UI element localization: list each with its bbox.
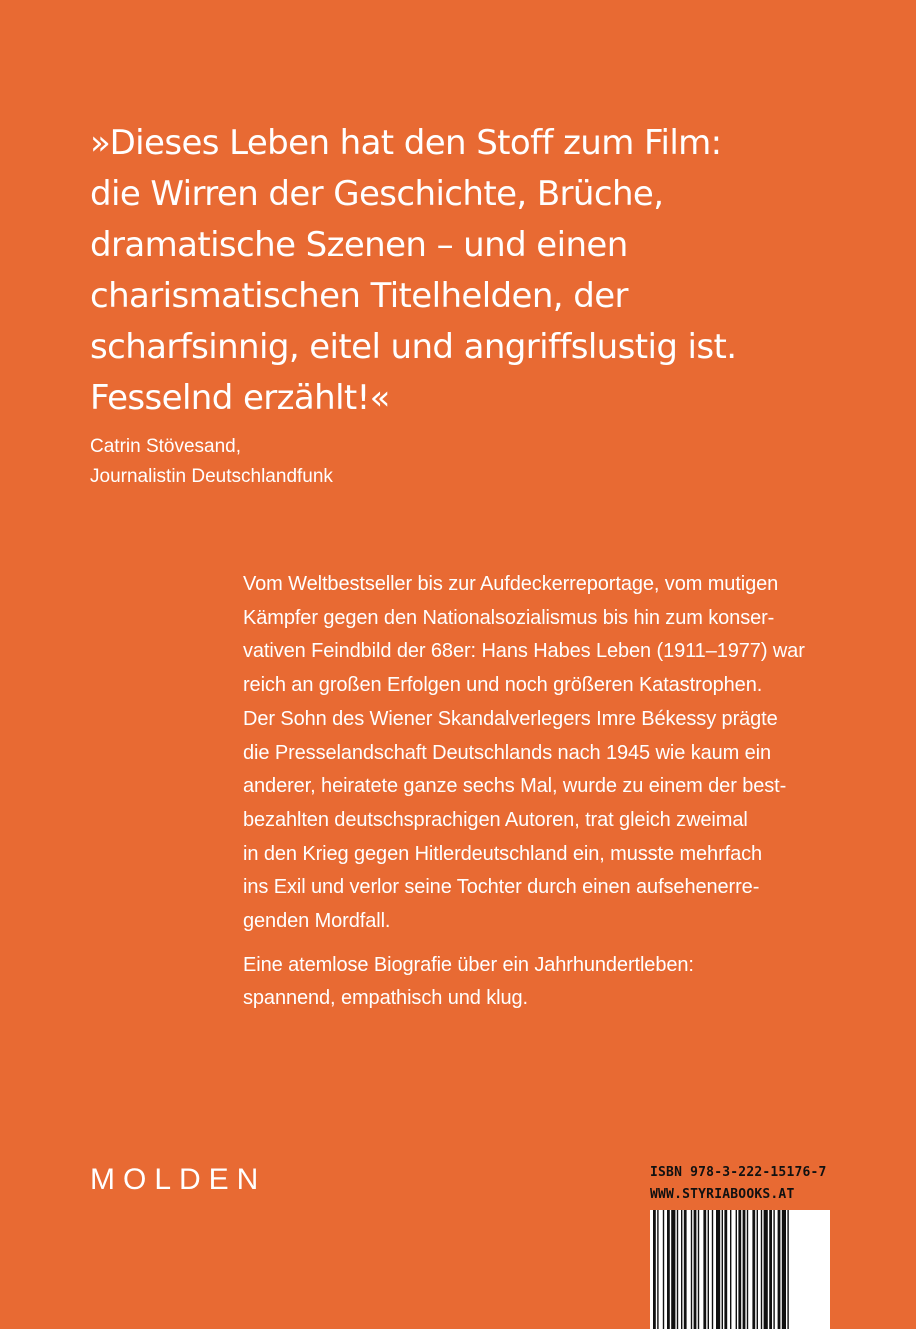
barcode-bar [703, 1210, 706, 1329]
blurb-line: spannend, empathisch und klug. [243, 987, 528, 1010]
quote-line: dramatische Szenen – und einen [90, 225, 628, 265]
blurb-line: ins Exil und verlor seine Tochter durch einen aufsehenerre- [243, 876, 760, 899]
attribution-role: Journalistin Deutschlandfunk [90, 466, 333, 487]
isbn-number: ISBN 978-3-222-15176-7 [650, 1165, 827, 1180]
barcode-bar [738, 1210, 741, 1329]
barcode-bar [743, 1210, 746, 1329]
blurb [243, 568, 843, 1016]
barcode-bar [681, 1210, 682, 1329]
barcode-bar [722, 1210, 723, 1329]
attribution-name: Catrin Stövesand, [90, 436, 242, 457]
blurb-paragraph-1 [243, 568, 843, 939]
blurb-line: in den Krieg gegen Hitlerdeutschland ein, musste mehrfach [243, 842, 763, 865]
barcode-bar [747, 1210, 748, 1329]
blurb-line: Vom Weltbestseller bis zur Aufdeckerreportage, vom mutigen [243, 573, 779, 595]
blurb-line: Kämpfer gegen den Nationalsozialismus bis hin zum konser- [243, 606, 775, 629]
blurb-line: Der Sohn des Wiener Skandalverlegers Imre Békessy prägte [243, 707, 778, 730]
quote-line: scharfsinnig, eitel und angriffslustig ist. [90, 327, 737, 367]
barcode-bar [691, 1210, 692, 1329]
quote-line: die Wirren der Geschichte, Brüche, [90, 174, 664, 214]
publisher-logo: MOLDEN [90, 1163, 267, 1196]
barcode-bar [764, 1210, 768, 1329]
barcode-bar [787, 1210, 788, 1329]
blurb-line: die Presselandschaft Deutschlands nach 1945 wie kaum ein [243, 741, 772, 764]
blurb-line: anderer, heiratete ganze sechs Mal, wurde zu einem der best- [243, 775, 787, 798]
blurb-line: bezahlten deutschsprachigen Autoren, trat gleich zweimal [243, 808, 748, 831]
quote-line: Fesselnd erzählt!« [90, 378, 390, 418]
barcode-bar [730, 1210, 731, 1329]
barcode-bar [778, 1210, 781, 1329]
barcode-bar [677, 1210, 678, 1329]
barcode [650, 1210, 830, 1329]
review-quote [90, 118, 850, 424]
barcode-bar [663, 1210, 664, 1329]
barcode-bar [694, 1210, 697, 1329]
barcode-bar [708, 1210, 709, 1329]
blurb-line: Eine atemlose Biografie über ein Jahrhundertleben: [243, 953, 694, 976]
barcode-graphic [650, 1210, 830, 1329]
barcode-bar [724, 1210, 727, 1329]
barcode-bar [773, 1210, 774, 1329]
quote-attribution [90, 432, 333, 492]
barcode-bar [757, 1210, 758, 1329]
barcode-bar [653, 1210, 656, 1329]
barcode-bar [657, 1210, 658, 1329]
isbn-block [650, 1162, 827, 1206]
barcode-bar [671, 1210, 675, 1329]
blurb-line: reich an großen Erfolgen und noch größeren Katastrophen. [243, 674, 763, 697]
publisher-url: WWW.STYRIABOOKS.AT [650, 1187, 795, 1202]
barcode-bar [684, 1210, 687, 1329]
barcode-bar [761, 1210, 762, 1329]
barcode-bar [769, 1210, 772, 1329]
barcode-bar [698, 1210, 699, 1329]
barcode-bar [716, 1210, 720, 1329]
quote-line: charismatischen Titelhelden, der [90, 276, 628, 316]
barcode-bar [667, 1210, 670, 1329]
blurb-paragraph-2 [243, 949, 843, 1016]
barcode-bar [712, 1210, 713, 1329]
barcode-bar [736, 1210, 737, 1329]
barcode-bar [782, 1210, 786, 1329]
barcode-bar [752, 1210, 755, 1329]
blurb-line: vativen Feindbild der 68er: Hans Habes Leben (1911–1977) war [243, 640, 805, 663]
quote-line: »Dieses Leben hat den Stoff zum Film: [90, 123, 722, 163]
blurb-line: genden Mordfall. [243, 910, 391, 933]
